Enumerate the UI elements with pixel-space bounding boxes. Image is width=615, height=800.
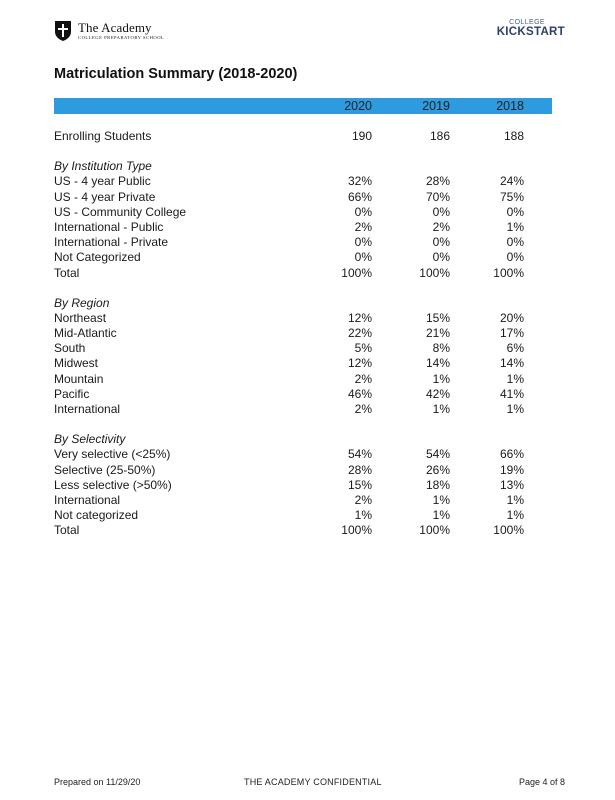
row-value: 21% <box>425 326 450 341</box>
row-value: 22% <box>347 326 372 341</box>
row-label: South <box>54 341 86 356</box>
row-value: 70% <box>425 189 450 204</box>
row-value: 1% <box>506 371 524 386</box>
table-row <box>54 266 552 281</box>
row-value: 1% <box>432 402 450 416</box>
section-heading-row <box>54 159 552 174</box>
row-value: 0% <box>506 204 524 219</box>
row-value: 54% <box>347 447 372 462</box>
table-row <box>54 235 552 250</box>
row-label: Not categorized <box>54 508 139 523</box>
row-value: 1% <box>506 508 524 523</box>
table-row <box>54 250 552 265</box>
row-value: 2% <box>354 219 372 234</box>
kickstart-small-text: COLLEGE <box>509 19 545 26</box>
table-header-bar <box>54 98 552 114</box>
row-value: 0% <box>432 204 450 219</box>
row-label: Mountain <box>54 371 104 386</box>
row-value: 17% <box>499 326 524 341</box>
row-value: 1% <box>432 508 450 523</box>
row-label: Northeast <box>54 310 107 325</box>
table-row <box>54 523 552 538</box>
row-value: 13% <box>499 477 524 492</box>
kickstart-big-text: KICKSTART <box>496 26 565 38</box>
table-row <box>54 402 552 417</box>
row-value: 1% <box>506 219 524 234</box>
row-value: 15% <box>347 477 372 492</box>
row-value: 0% <box>354 250 372 265</box>
row-value: 2% <box>354 402 372 416</box>
row-value: 100% <box>341 523 372 538</box>
row-value: 100% <box>419 265 450 280</box>
table-row <box>54 493 552 508</box>
shield-icon <box>54 20 72 42</box>
row-value: 2% <box>354 371 372 386</box>
row-value: 0% <box>354 204 372 219</box>
row-value: 8% <box>432 341 450 356</box>
section-heading-row <box>54 432 552 447</box>
page-number: Page 4 of 8 <box>518 777 565 787</box>
table-row <box>54 174 552 189</box>
row-value: 1% <box>354 508 372 523</box>
row-label: Not Categorized <box>54 250 141 265</box>
row-label: Selective (25-50%) <box>54 462 156 477</box>
row-label: Very selective (<25%) <box>54 447 171 462</box>
row-value: 15% <box>425 310 450 325</box>
row-value: 0% <box>506 235 524 250</box>
table-row <box>54 447 552 462</box>
page-footer <box>54 777 565 789</box>
row-value: 66% <box>499 447 524 462</box>
row-value: 66% <box>347 189 372 204</box>
logo-subtitle: COLLEGE PREPARATORY SCHOOL <box>78 35 165 41</box>
row-value: 100% <box>493 265 524 280</box>
table-row <box>54 190 552 205</box>
table-row <box>54 356 552 371</box>
row-label: International <box>54 402 121 416</box>
table-row <box>54 220 552 235</box>
row-value: 41% <box>499 386 524 401</box>
row-value: 75% <box>499 189 524 204</box>
table-row <box>54 205 552 220</box>
section-heading: By Institution Type <box>54 159 152 174</box>
row-value: 46% <box>347 386 372 401</box>
row-value: 190 <box>351 129 372 143</box>
row-value: 12% <box>347 356 372 371</box>
row-value: 18% <box>425 477 450 492</box>
row-value: 5% <box>354 341 372 356</box>
page-title: Matriculation Summary (2018-2020) <box>54 66 298 82</box>
column-header: 2019 <box>422 99 450 113</box>
row-label: Less selective (>50%) <box>54 477 172 492</box>
kickstart-logo <box>497 19 565 39</box>
row-value: 100% <box>341 265 372 280</box>
table-row <box>54 387 552 402</box>
row-label: International - Public <box>54 219 164 234</box>
section-heading: By Selectivity <box>54 432 126 447</box>
page-header <box>54 20 565 46</box>
row-label: Total <box>54 265 80 280</box>
row-value: 1% <box>432 492 450 507</box>
row-value: 28% <box>425 174 450 189</box>
row-value: 0% <box>354 235 372 250</box>
table-row <box>54 463 552 478</box>
row-label: Total <box>54 523 80 538</box>
table-row <box>54 311 552 326</box>
confidential-notice: THE ACADEMY CONFIDENTIAL <box>244 777 382 787</box>
row-label: US - 4 year Public <box>54 174 151 189</box>
row-label: International - Private <box>54 235 169 250</box>
row-value: 188 <box>503 129 524 143</box>
row-value: 186 <box>429 129 450 143</box>
row-value: 54% <box>425 447 450 462</box>
table-row <box>54 508 552 523</box>
row-value: 12% <box>347 310 372 325</box>
row-label: International <box>54 492 121 507</box>
row-value: 20% <box>499 310 524 325</box>
row-value: 42% <box>425 386 450 401</box>
row-value: 32% <box>347 174 372 189</box>
academy-logo <box>54 20 164 42</box>
row-label: Mid-Atlantic <box>54 326 117 341</box>
row-value: 0% <box>506 250 524 265</box>
section-heading-row <box>54 296 552 311</box>
row-value: 1% <box>506 492 524 507</box>
row-label: Pacific <box>54 386 90 401</box>
logo-name: The Academy <box>78 20 152 36</box>
row-value: 26% <box>425 462 450 477</box>
table-row <box>54 326 552 341</box>
row-value: 14% <box>499 356 524 371</box>
row-value: 1% <box>506 402 524 416</box>
matriculation-table <box>54 98 552 539</box>
row-label: Midwest <box>54 356 99 371</box>
row-label: US - Community College <box>54 204 187 219</box>
row-label: US - 4 year Private <box>54 189 156 204</box>
row-value: 14% <box>425 356 450 371</box>
row-label: Enrolling Students <box>54 129 152 143</box>
row-value: 24% <box>499 174 524 189</box>
row-value: 100% <box>419 523 450 538</box>
section-heading: By Region <box>54 295 110 310</box>
table-row <box>54 372 552 387</box>
row-value: 19% <box>499 462 524 477</box>
row-value: 0% <box>432 250 450 265</box>
row-value: 6% <box>506 341 524 356</box>
row-value: 0% <box>432 235 450 250</box>
row-value: 2% <box>432 219 450 234</box>
column-header: 2018 <box>496 99 524 113</box>
row-value: 1% <box>432 371 450 386</box>
table-row <box>54 478 552 493</box>
row-value: 28% <box>347 462 372 477</box>
table-row <box>54 341 552 356</box>
row-value: 2% <box>354 492 372 507</box>
prepared-date: Prepared on 11/29/20 <box>54 777 141 787</box>
column-header: 2020 <box>344 99 372 113</box>
row-value: 100% <box>493 523 524 538</box>
table-row <box>54 129 552 144</box>
